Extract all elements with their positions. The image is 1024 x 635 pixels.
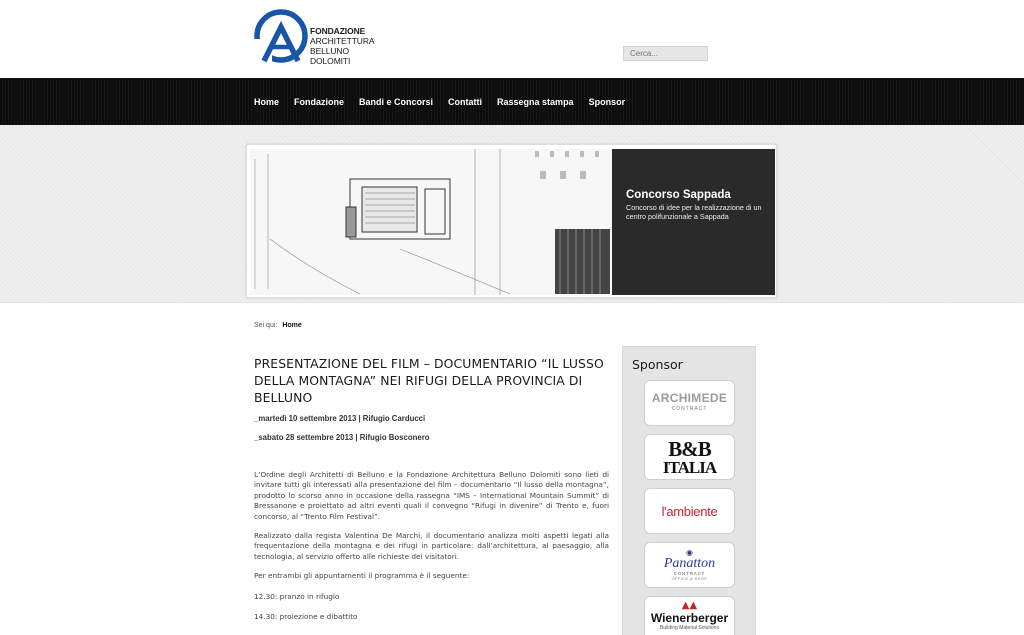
sponsor-sub: CONTRACT <box>673 571 706 576</box>
search-box[interactable] <box>623 46 708 61</box>
article <box>254 355 609 622</box>
sponsor-name: Wienerberger <box>650 611 729 625</box>
breadcrumb-current[interactable]: Home <box>282 322 302 329</box>
sponsor-name: ARCHIMEDE <box>651 391 728 405</box>
logo-line: DOLOMITI <box>310 56 351 66</box>
article-title[interactable]: PRESENTAZIONE DEL FILM – DOCUMENTARIO “IL LUSSO DELLA MONTAGNA” NEI RIFUGI DELLA PROVINCIA DI BELLUNO <box>254 356 604 405</box>
article-paragraph: L’Ordine degli Architetti di Belluno e la Fondazione Architettura Belluno Dolomiti sono lieti di invitare tutti gli interessati alla presentazione del film – documentario “Il lusso della montagna”, prodotto lo scorso anno in occasione della rassegna “IMS – International Mountain Summit” di Bressanone e proiettato ad altri eventi quali il convegno “Rifugi in divenire” di Trento e, fuori concorso, al “Trento Film Festival”. <box>254 470 609 521</box>
breadcrumb-prefix: Sei qui: <box>254 322 278 329</box>
nav-item-home[interactable]: Home <box>254 97 280 107</box>
logo-mark-icon <box>254 9 310 65</box>
site-logo[interactable] <box>254 9 394 69</box>
sponsor-logo-bb-italia[interactable] <box>644 434 735 480</box>
sponsor-name: B&B <box>668 436 711 461</box>
slide-title[interactable]: Concorso Sappada <box>626 189 731 201</box>
main-nav-bar <box>0 78 1024 125</box>
nav-item-sponsor[interactable]: Sponsor <box>588 97 626 107</box>
breadcrumb <box>254 322 302 329</box>
architectural-plan-image <box>250 149 612 295</box>
logo-line: BELLUNO <box>310 46 349 56</box>
sponsor-tagline: OFFICE & SHOP <box>671 577 708 581</box>
nav-item-rassegna-stampa[interactable]: Rassegna stampa <box>497 97 574 107</box>
article-paragraph: 12.30: pranzo in rifugio <box>254 591 340 601</box>
sponsor-logo-wienerberger[interactable] <box>644 596 735 635</box>
article-paragraph: 14.30: proiezione e dibattito <box>254 612 358 622</box>
logo-line: ARCHITETTURA <box>310 36 375 46</box>
sidebar-title: Sponsor <box>632 357 683 372</box>
event-date-2: _sabato 28 settembre 2013 | Rifugio Bosconero <box>254 433 430 442</box>
article-paragraph: Per entrambi gli appuntamenti il programma è il seguente: <box>254 571 470 581</box>
building-icon: ▲▲ <box>681 600 698 611</box>
featured-slider[interactable] <box>246 144 777 298</box>
nav-item-fondazione[interactable]: Fondazione <box>294 97 345 107</box>
nav-item-contatti[interactable]: Contatti <box>448 97 483 107</box>
logo-text <box>310 26 374 66</box>
sponsor-tagline: Building Material Solutions <box>660 625 719 631</box>
event-date-1: _martedì 10 settembre 2013 | Rifugio Carducci <box>254 414 426 423</box>
main-nav <box>254 97 640 107</box>
site-header <box>0 0 1024 78</box>
sponsor-logo-archimede[interactable] <box>644 380 735 426</box>
sponsor-name: l'ambiente <box>661 503 718 519</box>
sponsor-sidebar <box>622 346 756 635</box>
article-paragraph: Realizzato dalla regista Valentina De Marchi, il documentario analizza molti aspetti legati alla frequentazione della montagna e dei rifugi in particolare: dall’architettura, al paesaggio, alla tecnologia, al servizio offerto alle richieste dei visitatori. <box>254 531 609 561</box>
slide-description: Concorso di idee per la realizzazione di un centro polifunzionale a Sappada <box>626 203 762 221</box>
slide-image[interactable] <box>250 149 775 295</box>
sponsor-sub: CONTRACT <box>671 406 708 412</box>
nav-item-bandi-concorsi[interactable]: Bandi e Concorsi <box>359 97 434 107</box>
search-input[interactable] <box>630 49 707 58</box>
slide-caption <box>612 149 775 295</box>
wifi-icon: ◉ <box>686 548 693 557</box>
sponsor-logo-lambiente[interactable] <box>644 488 735 534</box>
sponsor-sub: ITALIA <box>662 457 717 477</box>
sponsor-logo-panatton[interactable] <box>644 542 735 588</box>
logo-line: FONDAZIONE <box>310 26 366 36</box>
sponsor-name: Panatton <box>663 556 716 571</box>
